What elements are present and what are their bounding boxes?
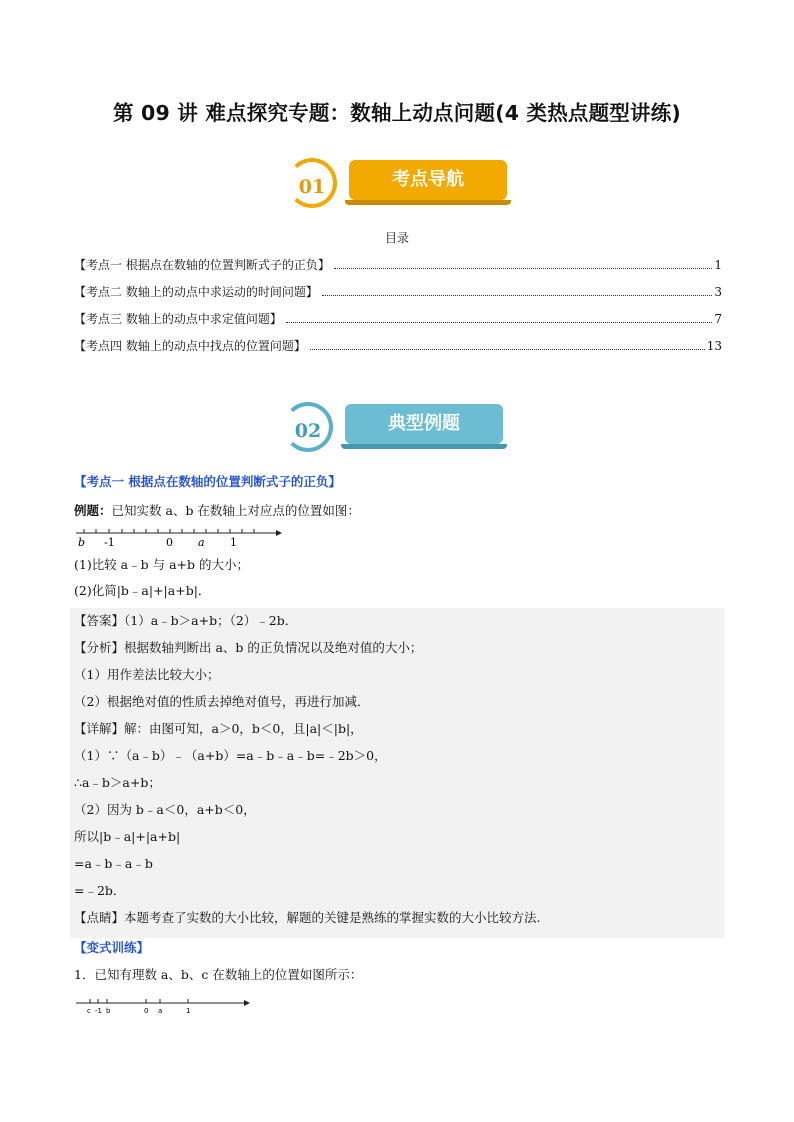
detail-step-1: （1）∵（a﹣b）﹣（a+b）=a﹣b﹣a﹣b=﹣2b＞0，: [74, 748, 387, 763]
label-minus-1: -1: [104, 536, 115, 549]
badge-label: 考点导航: [349, 160, 507, 200]
axis-arrow: [276, 530, 282, 536]
detail-step-6: =﹣2b．: [74, 883, 126, 898]
label-c: c: [87, 1007, 91, 1015]
example-line: 例题：已知实数 a、b 在数轴上对应点的位置如图：: [74, 503, 360, 518]
badge-number: 01: [287, 158, 337, 208]
label-1: 1: [230, 536, 237, 549]
label-0: 0: [166, 536, 173, 549]
label-1: 1: [186, 1007, 191, 1015]
badge-label: 典型例题: [345, 404, 503, 444]
question-2: (2)化简|b﹣a|+|a+b|．: [74, 583, 211, 598]
page-title: 第 09 讲 难点探究专题：数轴上动点问题(4 类热点题型讲练): [113, 101, 681, 125]
answer-line: 【答案】（1）a﹣b＞a+b；（2）﹣2b．: [74, 613, 298, 628]
analysis-line: 【分析】根据数轴判断出 a、b 的正负情况以及绝对值的大小；: [74, 640, 423, 655]
axis-ticks: [84, 529, 254, 533]
section-badge-examples: [283, 402, 511, 454]
detail-step-5: =a﹣b﹣a﹣b: [74, 856, 153, 871]
analysis-step-2: （2）根据绝对值的性质去掉绝对值号，再进行加减．: [74, 694, 370, 709]
label-a: a: [198, 536, 205, 549]
label-a: a: [158, 1007, 163, 1015]
detail-step-3: （2）因为 b﹣a＜0，a+b＜0，: [74, 802, 256, 817]
detail-line: 【详解】解：由图可知，a＞0，b＜0，且|a|＜|b|，: [74, 721, 363, 736]
label-0: 0: [144, 1007, 149, 1015]
solution-box: [70, 608, 724, 938]
section-badge-nav: [287, 158, 511, 210]
toc-item-3[interactable]: 【考点三 数轴上的动点中求定值问题】 7: [74, 312, 722, 326]
number-line-figure-2: [74, 996, 254, 1018]
label-b: b: [78, 536, 86, 549]
axis-arrow: [244, 1000, 250, 1006]
toc-item-1[interactable]: 【考点一 根据点在数轴的位置判断式子的正负】 1: [74, 258, 722, 272]
label-b: b: [106, 1007, 111, 1015]
section-heading-1: 【考点一 根据点在数轴的位置判断式子的正负】: [74, 474, 341, 489]
toc-item-4[interactable]: 【考点四 数轴上的动点中找点的位置问题】 13: [74, 339, 722, 353]
variant-heading: 【变式训练】: [74, 940, 150, 955]
detail-step-2: ∴a﹣b＞a+b；: [74, 775, 161, 790]
badge-number: 02: [283, 402, 333, 452]
toc-item-2[interactable]: 【考点二 数轴上的动点中求运动的时间问题】 3: [74, 285, 722, 299]
question-1: (1)比较 a﹣b 与 a+b 的大小；: [74, 557, 249, 572]
detail-step-4: 所以|b﹣a|+|a+b|: [74, 829, 181, 844]
variant-question-1: 1．已知有理数 a、b、c 在数轴上的位置如图所示：: [74, 967, 363, 982]
axis-ticks: [90, 999, 188, 1003]
comment-line: 【点睛】本题考查了实数的大小比较，解题的关键是熟练的掌握实数的大小比较方法.: [74, 910, 541, 925]
number-line-figure-1: [74, 524, 284, 552]
toc-heading: 目录: [384, 231, 409, 245]
label-minus-1: -1: [95, 1007, 102, 1015]
analysis-step-1: （1）用作差法比较大小；: [74, 667, 220, 682]
